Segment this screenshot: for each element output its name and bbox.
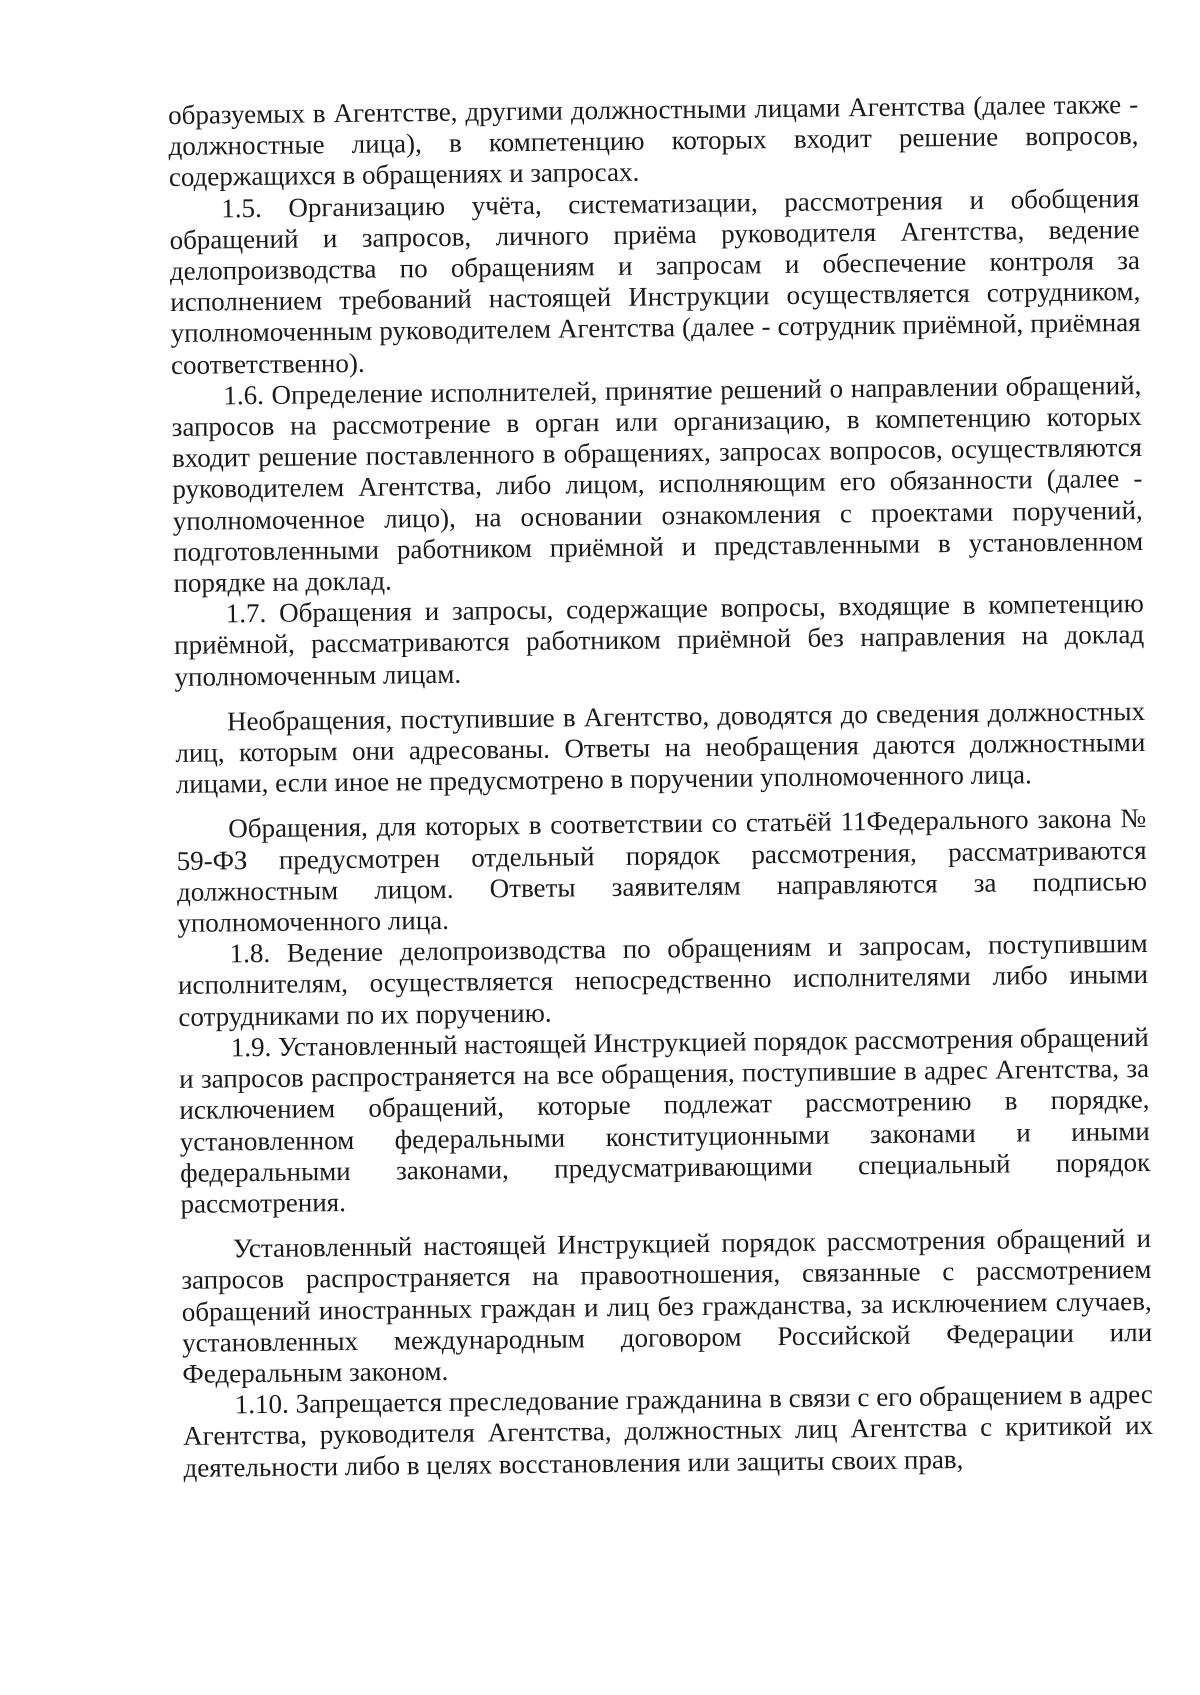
paragraph-1-7: 1.7. Обращения и запросы, содержащие вопросы, входящие в компетенцию приёмной, рассматриваются работником приёмной без направления на доклад уполномоченным лицам. bbox=[174, 588, 1145, 692]
paragraph-1-8: 1.8. Ведение делопроизводства по обращениям и запросам, поступившим исполнителям, осуществляется непосредственно исполнителями либо иными сотрудниками по их поручению. bbox=[177, 928, 1149, 1032]
document-page bbox=[168, 89, 1154, 1484]
paragraph-1-9: 1.9. Установленный настоящей Инструкцией порядок рассмотрения обращений и запросов распространяется на все обращения, поступившие в адрес Агентства, за исключением обращений, которые подлежат рассмотрению в порядке, установленном федеральными конституционными законами и иными федеральными законами, предусматривающими специальный порядок рассмотрения. bbox=[178, 1021, 1151, 1219]
paragraph-intro: образуемых в Агентстве, другими должностными лицами Агентства (далее также - должностные лица), в компетенцию которых входит решение вопросов, содержащихся в обращениях и запросах. bbox=[168, 88, 1139, 193]
paragraph-1-5: 1.5. Организацию учёта, систематизации, рассмотрения и обобщения обращений и запросов, личного приёма руководителя Агентства, ведение делопроизводства по обращениям и запросам и обеспечение контроля за исполнением требований настоящей Инструкции осуществляется сотрудником, уполномоченным руководителем Агентства (далее - сотрудник приёмной, приёмная соответственно). bbox=[169, 182, 1141, 380]
paragraph-1-7-non-appeals: Необращения, поступившие в Агентство, доводятся до сведения должностных лиц, которым они адресованы. Ответы на необращения даются должностными лицами, если иное не предусмотрено в поручении уполномоченного лица. bbox=[175, 695, 1146, 800]
paragraph-1-9-foreign-citizens: Установленный настоящей Инструкцией порядок рассмотрения обращений и запросов распространяется на правоотношения, связанные с рассмотрением обращений иностранных граждан и лиц без гражданства, за исключением случаев, установленных международным договором Российской Федерации или Федеральным законом. bbox=[181, 1223, 1153, 1389]
paragraph-1-6: 1.6. Определение исполнителей, принятие решений о направлении обращений, запросов на рассмотрение в орган или организацию, в компетенцию которых входит решение поставленного в обращениях, запросах вопросов, осуществляются руководителем Агентства, либо лицом, исполняющим его обязанности (далее - уполномоченное лицо), на основании ознакомления с проектами поручений, подготовленными работником приёмной и представленными в установленном порядке на доклад. bbox=[171, 369, 1144, 599]
paragraph-1-7-article-11: Обращения, для которых в соответствии со статьёй 11Федерального закона № 59-ФЗ предусмотрен отдельный порядок рассмотрения, рассматриваются должностным лицом. Ответы заявителям направляются за подписью уполномоченного лица. bbox=[176, 803, 1148, 939]
paragraph-1-10: 1.10. Запрещается преследование гражданина в связи с его обращением в адрес Агентства, руководителя Агентства, должностных лиц Агентства с критикой их деятельности либо в целях восстановления или защиты своих прав, bbox=[182, 1379, 1154, 1483]
